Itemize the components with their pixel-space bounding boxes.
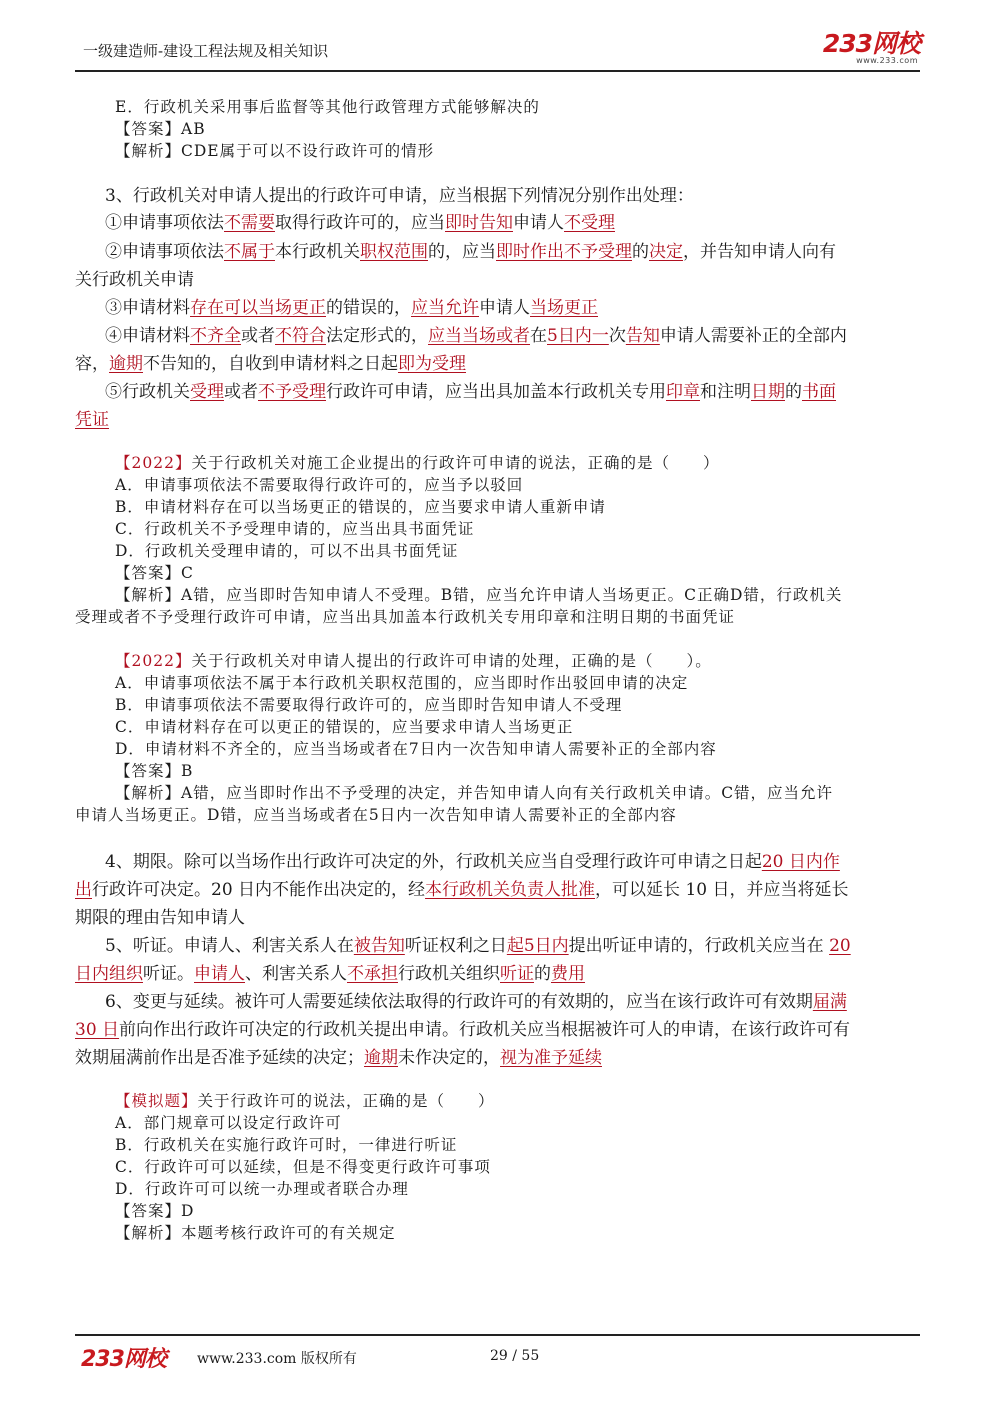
text-segment: 取得行政许可的，应当 bbox=[275, 213, 445, 233]
key-term: 当场更正 bbox=[530, 298, 598, 318]
key-term: 存在可以当场更正 bbox=[190, 298, 326, 318]
text-line bbox=[75, 694, 925, 716]
text-line bbox=[75, 378, 925, 406]
text-line bbox=[75, 804, 925, 826]
header-logo-url: www.233.com bbox=[856, 56, 918, 65]
text-line bbox=[75, 474, 925, 496]
text-segment: 行政许可申请，应当出具加盖本行政机关专用 bbox=[326, 382, 666, 402]
key-term: 凭证 bbox=[75, 410, 109, 430]
text-segment: D．行政许可可以统一办理或者联合办理 bbox=[115, 1180, 409, 1198]
text-segment: 【答案】B bbox=[115, 762, 194, 780]
text-segment: 容， bbox=[75, 354, 109, 374]
key-term: 听证 bbox=[500, 964, 534, 984]
text-line bbox=[75, 1178, 925, 1200]
text-segment: 听证权利之日 bbox=[404, 936, 507, 956]
text-segment: 申请人 bbox=[513, 213, 564, 233]
key-term: 20 日内作 bbox=[761, 852, 840, 872]
text-segment: 的 bbox=[785, 382, 802, 402]
text-segment: 关于行政机关对申请人提出的行政许可申请的处理，正确的是（ ）。 bbox=[191, 652, 712, 670]
page-number: 29 / 55 bbox=[490, 1348, 540, 1364]
key-term: 不符合 bbox=[275, 326, 326, 346]
text-line bbox=[75, 118, 925, 140]
text-line bbox=[75, 738, 925, 760]
key-term: 不属于 bbox=[224, 242, 275, 262]
key-term: 日期 bbox=[751, 382, 785, 402]
text-line bbox=[75, 1016, 925, 1044]
key-term: 应当允许 bbox=[411, 298, 479, 318]
text-line bbox=[75, 1222, 925, 1244]
text-segment: 关于行政机关对施工企业提出的行政许可申请的说法，正确的是（ ） bbox=[191, 454, 720, 472]
page-header bbox=[75, 30, 920, 72]
text-segment: 行政许可决定。20 日内不能作出决定的，经 bbox=[92, 880, 426, 900]
text-segment: A．部门规章可以设定行政许可 bbox=[115, 1114, 342, 1132]
text-segment: 效期届满前作出是否准予延续的决定； bbox=[75, 1048, 364, 1068]
text-line bbox=[75, 209, 925, 237]
text-segment: ，可以延长 10 日，并应当将延长 bbox=[595, 880, 849, 900]
key-term: 职权范围 bbox=[360, 242, 428, 262]
footer-logo: 233网校 bbox=[81, 1347, 166, 1372]
text-line bbox=[75, 760, 925, 782]
text-segment: 次 bbox=[608, 326, 626, 346]
text-segment: 或者 bbox=[241, 326, 275, 346]
text-segment: E．行政机关采用事后监督等其他行政管理方式能够解决的 bbox=[115, 98, 540, 116]
text-segment: 在 bbox=[530, 326, 547, 346]
key-term: 日内组织 bbox=[75, 964, 143, 984]
text-segment: 4、期限。除可以当场作出行政许可决定的外，行政机关应当自受理行政许可申请之日起 bbox=[105, 852, 762, 872]
key-term: 费用 bbox=[551, 964, 585, 984]
header-title: 一级建造师-建设工程法规及相关知识 bbox=[83, 42, 329, 60]
text-segment: 法定形式的， bbox=[326, 326, 428, 346]
text-line bbox=[75, 350, 925, 378]
text-line bbox=[75, 848, 925, 876]
text-line bbox=[75, 518, 925, 540]
text-segment: ②申请事项依法 bbox=[105, 242, 224, 262]
text-line bbox=[75, 876, 925, 904]
text-line bbox=[75, 960, 925, 988]
text-line bbox=[75, 540, 925, 562]
question-tag: 【2022】 bbox=[115, 652, 192, 670]
key-term: 应当当场或者 bbox=[428, 326, 530, 346]
key-term: 即时告知 bbox=[445, 213, 513, 233]
text-segment: 3、行政机关对申请人提出的行政许可申请，应当根据下列情况分别作出处理： bbox=[105, 186, 694, 206]
text-line bbox=[75, 672, 925, 694]
text-line bbox=[75, 650, 925, 672]
key-term: 视为准予延续 bbox=[500, 1048, 602, 1068]
key-term: 决定 bbox=[649, 242, 683, 262]
text-line bbox=[75, 562, 925, 584]
text-line bbox=[75, 1156, 925, 1178]
text-line bbox=[75, 294, 925, 322]
text-segment: 申请人 bbox=[479, 298, 530, 318]
text-line bbox=[75, 716, 925, 738]
text-segment: ，并告知申请人向有 bbox=[683, 242, 836, 262]
key-term: 30 日 bbox=[75, 1020, 120, 1040]
text-line bbox=[75, 584, 925, 606]
key-term: 出 bbox=[75, 880, 92, 900]
text-segment: ①申请事项依法 bbox=[105, 213, 224, 233]
text-line bbox=[75, 988, 925, 1016]
text-line bbox=[75, 1090, 925, 1112]
text-line bbox=[75, 322, 925, 350]
text-segment: B．申请材料存在可以当场更正的错误的，应当要求申请人重新申请 bbox=[115, 498, 606, 516]
question-tag: 【模拟题】 bbox=[115, 1092, 198, 1110]
text-segment: ③申请材料 bbox=[105, 298, 190, 318]
text-segment: C．申请材料存在可以更正的错误的，应当要求申请人当场更正 bbox=[115, 718, 574, 736]
text-line bbox=[75, 1200, 925, 1222]
text-line bbox=[75, 452, 925, 474]
text-line bbox=[75, 496, 925, 518]
text-line bbox=[75, 1044, 925, 1072]
text-segment: 行政机关组织 bbox=[398, 964, 500, 984]
text-segment: ⑤行政机关 bbox=[105, 382, 190, 402]
text-line bbox=[75, 1134, 925, 1156]
text-segment: 关于行政许可的说法，正确的是（ ） bbox=[197, 1092, 495, 1110]
text-segment: 申请人当场更正。D错，应当当场或者在5日内一次告知申请人需要补正的全部内容 bbox=[75, 806, 677, 824]
key-term: 不予受理 bbox=[258, 382, 326, 402]
text-segment: 的，应当 bbox=[428, 242, 496, 262]
text-segment: 期限的理由告知申请人 bbox=[75, 908, 245, 928]
key-term: 不受理 bbox=[564, 213, 615, 233]
key-term: 起5日内 bbox=[506, 936, 569, 956]
key-term: 即为受理 bbox=[398, 354, 466, 374]
text-line bbox=[75, 140, 925, 162]
key-term: 逾期 bbox=[364, 1048, 398, 1068]
text-segment: B．申请事项依法不需要取得行政许可的，应当即时告知申请人不受理 bbox=[115, 696, 623, 714]
text-segment: 不告知的，自收到申请材料之日起 bbox=[143, 354, 398, 374]
text-line bbox=[75, 904, 925, 932]
text-segment: 前向作出行政许可决定的行政机关提出申请。行政机关应当根据被许可人的申请，在该行政许可有 bbox=[119, 1020, 851, 1040]
question-tag: 【2022】 bbox=[115, 454, 192, 472]
key-term: 逾期 bbox=[109, 354, 143, 374]
text-segment: C．行政许可可以延续，但是不得变更行政许可事项 bbox=[115, 1158, 491, 1176]
header-logo bbox=[810, 30, 920, 68]
text-segment: ④申请材料 bbox=[105, 326, 190, 346]
text-segment: D．申请材料不齐全的，应当当场或者在7日内一次告知申请人需要补正的全部内容 bbox=[115, 740, 717, 758]
key-term: 申请人 bbox=[194, 964, 245, 984]
key-term: 不承担 bbox=[347, 964, 398, 984]
key-term: 5日内一 bbox=[547, 326, 609, 346]
text-line bbox=[75, 238, 925, 266]
text-line bbox=[75, 406, 925, 434]
text-line bbox=[75, 266, 925, 294]
text-segment: 听证。 bbox=[143, 964, 194, 984]
text-segment: 的 bbox=[632, 242, 649, 262]
text-line bbox=[75, 1112, 925, 1134]
text-segment: 【解析】CDE属于可以不设行政许可的情形 bbox=[115, 142, 435, 160]
key-term: 届满 bbox=[812, 992, 847, 1012]
text-segment: 未作决定的， bbox=[398, 1048, 500, 1068]
key-term: 本行政机关负责人批准 bbox=[425, 880, 596, 900]
text-segment: A．申请事项依法不属于本行政机关职权范围的，应当即时作出驳回申请的决定 bbox=[115, 674, 689, 692]
text-segment: 本行政机关 bbox=[275, 242, 360, 262]
key-term: 告知 bbox=[625, 326, 660, 346]
text-segment: 的错误的， bbox=[326, 298, 411, 318]
text-line bbox=[75, 782, 925, 804]
text-segment: 【答案】C bbox=[115, 564, 194, 582]
text-segment: 【答案】D bbox=[115, 1202, 195, 1220]
text-segment: 、利害关系人 bbox=[245, 964, 347, 984]
key-term: 受理 bbox=[190, 382, 224, 402]
text-segment: B．行政机关在实施行政许可时，一律进行听证 bbox=[115, 1136, 458, 1154]
text-segment: D．行政机关受理申请的，可以不出具书面凭证 bbox=[115, 542, 459, 560]
key-term: 不需要 bbox=[224, 213, 275, 233]
text-segment: 【解析】A错，应当即时作出不予受理的决定，并告知申请人向有关行政机关申请。C错，应当允许 bbox=[115, 784, 834, 802]
text-segment: 【解析】A错，应当即时告知申请人不受理。B错，应当允许申请人当场更正。C正确D错，行政机关 bbox=[115, 586, 843, 604]
text-segment: 5、听证。申请人、利害关系人在 bbox=[105, 936, 354, 956]
text-segment: 6、变更与延续。被许可人需要延续依法取得的行政许可的有效期的，应当在该行政许可有效期 bbox=[105, 992, 813, 1012]
text-segment: A．申请事项依法不需要取得行政许可的，应当予以驳回 bbox=[115, 476, 524, 494]
key-term: 被告知 bbox=[353, 936, 405, 956]
text-segment: 的 bbox=[534, 964, 551, 984]
key-term: 即时作出不予受理 bbox=[496, 242, 632, 262]
text-segment: C．行政机关不予受理申请的，应当出具书面凭证 bbox=[115, 520, 475, 538]
text-segment: 受理或者不予受理行政许可申请，应当出具加盖本行政机关专用印章和注明日期的书面凭证 bbox=[75, 608, 736, 626]
key-term: 印章 bbox=[666, 382, 700, 402]
key-term: 不齐全 bbox=[190, 326, 241, 346]
text-line bbox=[75, 96, 925, 118]
text-segment: 申请人需要补正的全部内 bbox=[659, 326, 847, 346]
text-segment: 【解析】本题考核行政许可的有关规定 bbox=[115, 1224, 396, 1242]
text-segment: 【答案】AB bbox=[115, 120, 206, 138]
key-term: 书面 bbox=[802, 382, 836, 402]
text-segment: 和注明 bbox=[700, 382, 751, 402]
text-segment: 或者 bbox=[224, 382, 258, 402]
text-line bbox=[75, 182, 925, 210]
key-term: 20 bbox=[829, 936, 851, 956]
header-logo-text: 233网校 bbox=[822, 29, 920, 58]
text-line bbox=[75, 932, 925, 960]
footer-copyright: www.233.com 版权所有 bbox=[197, 1351, 357, 1367]
text-line bbox=[75, 606, 925, 628]
text-segment: 关行政机关申请 bbox=[75, 270, 194, 290]
page-footer bbox=[75, 1334, 920, 1376]
text-segment: 提出听证申请的，行政机关应当在 bbox=[568, 936, 830, 956]
